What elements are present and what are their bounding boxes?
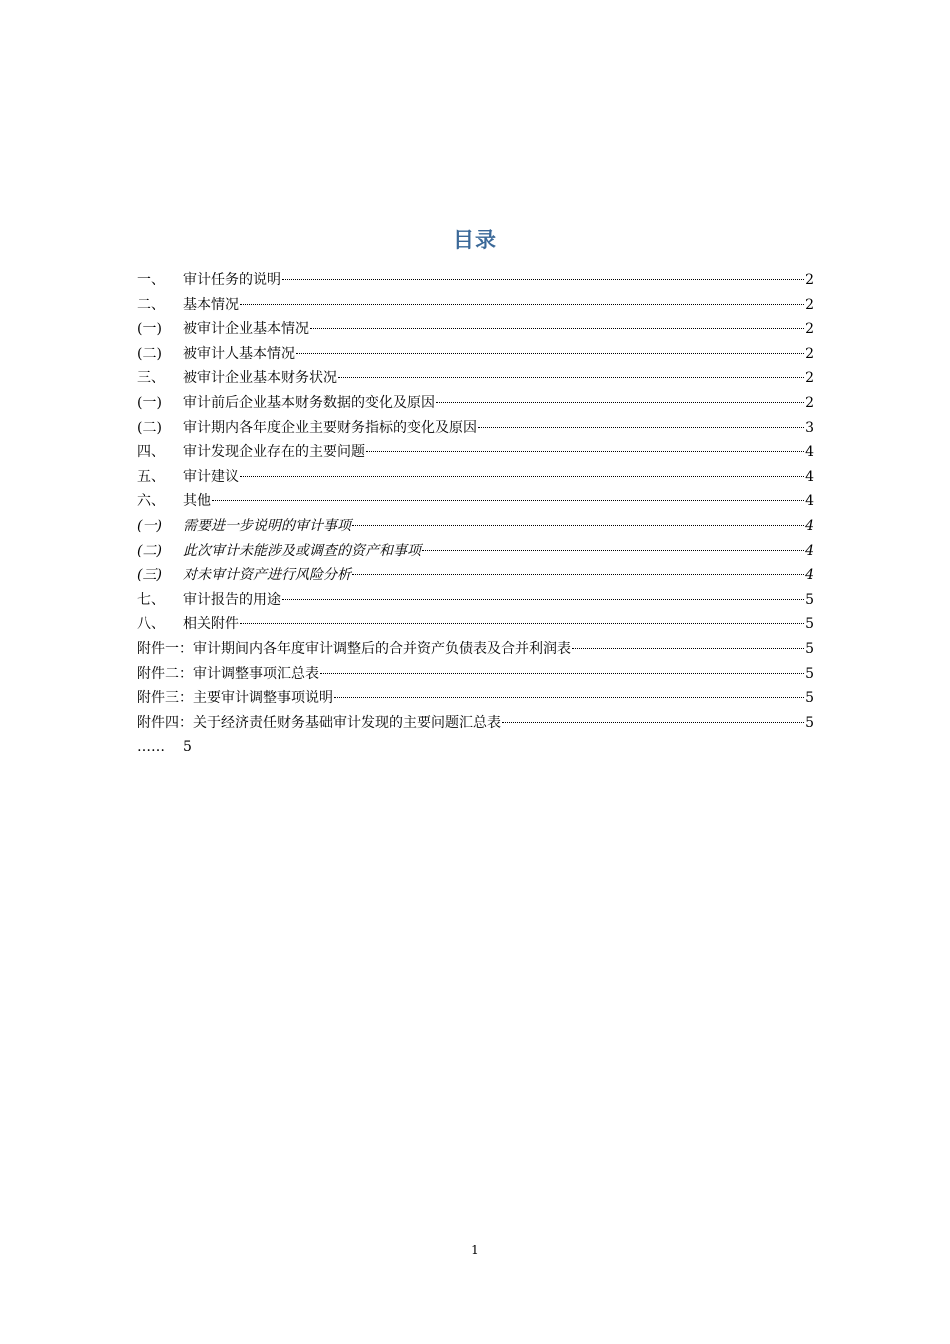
toc-entry-page: 3 (805, 419, 814, 436)
toc-entry-number: (一) (137, 517, 162, 534)
toc-entry-text: 审计前后企业基本财务数据的变化及原因 (183, 394, 435, 411)
toc-dot-leader (240, 462, 804, 477)
toc-dot-leader (282, 585, 804, 600)
toc-entry-page: 2 (805, 370, 814, 387)
toc-entry-page: 4 (805, 493, 814, 510)
toc-entry-page: 4 (805, 567, 814, 584)
toc-entry-text: 对未审计资产进行风险分析 (183, 567, 351, 584)
toc-entry-page: 5 (805, 591, 814, 608)
toc-entry-text: 基本情况 (183, 296, 239, 313)
toc-entry-text: 此次审计未能涉及或调查的资产和事项 (183, 542, 421, 559)
toc-entry-number: (二) (137, 542, 162, 559)
toc-entry-page: 4 (805, 444, 814, 461)
page-title: 目录 (453, 228, 497, 252)
toc-entry-page: 4 (805, 468, 814, 485)
toc-entry-number: (二) (137, 345, 162, 362)
toc-dot-leader (320, 659, 804, 674)
toc-entry-page: 4 (805, 517, 814, 534)
toc-entry-text: 被审计企业基本财务状况 (183, 370, 337, 387)
toc-entry-page: 2 (805, 272, 814, 288)
toc-entry-number: (一) (137, 394, 162, 411)
toc-dot-leader (240, 609, 804, 624)
toc-dot-leader (352, 560, 804, 575)
toc-entry-text: 其他 (183, 493, 211, 510)
toc-entry-number: 二、 (137, 296, 165, 313)
table-of-contents (137, 268, 814, 760)
toc-entry-text: 附件一：审计期间内各年度审计调整后的合并资产负债表及合并利润表 (137, 640, 571, 657)
toc-entry-number: 三、 (137, 370, 165, 387)
toc-entry-page: 2 (805, 394, 814, 411)
toc-entry-page: 5 (183, 739, 192, 756)
toc-entry-page: 5 (805, 616, 814, 633)
toc-entry-page: 2 (805, 296, 814, 313)
toc-entry[interactable] (137, 711, 814, 736)
toc-dot-leader (436, 388, 804, 403)
toc-entry-text: 附件三：主要审计调整事项说明 (137, 690, 333, 707)
toc-entry-page: 5 (805, 714, 814, 731)
toc-dot-leader (352, 511, 804, 526)
toc-entry-text: 审计任务的说明 (183, 272, 281, 288)
toc-entry-number: …… (137, 739, 165, 756)
toc-entry-number: 五、 (137, 468, 165, 485)
toc-dot-leader (212, 486, 804, 501)
page-number: 1 (471, 1243, 479, 1257)
toc-entry-number: 六、 (137, 493, 165, 510)
toc-entry-number: (三) (137, 567, 162, 584)
toc-entry-number: (一) (137, 321, 162, 338)
toc-entry-text: 审计期内各年度企业主要财务指标的变化及原因 (183, 419, 477, 436)
toc-entry-page: 5 (805, 640, 814, 657)
toc-entry-page: 2 (805, 345, 814, 362)
toc-dot-leader (282, 265, 804, 280)
toc-entry-text: 被审计企业基本情况 (183, 321, 309, 338)
toc-dot-leader (296, 339, 804, 354)
toc-dot-leader (478, 413, 804, 428)
toc-entry-text: 需要进一步说明的审计事项 (183, 517, 351, 534)
toc-dot-leader (240, 290, 804, 305)
toc-entry-page: 5 (805, 690, 814, 707)
toc-entry-ellipsis[interactable] (137, 735, 814, 760)
toc-entry-number: 七、 (137, 591, 165, 608)
toc-entry-text: 附件二：审计调整事项汇总表 (137, 665, 319, 682)
toc-dot-leader (338, 363, 804, 378)
toc-entry-page: 2 (805, 321, 814, 338)
toc-dot-leader (334, 683, 804, 698)
toc-dot-leader (366, 437, 804, 452)
toc-dot-leader (310, 314, 804, 329)
toc-entry-number: 一、 (137, 272, 165, 288)
toc-entry-number: 四、 (137, 444, 165, 461)
toc-entry-page: 5 (805, 665, 814, 682)
toc-entry-page: 4 (805, 542, 814, 559)
toc-entry-text: 被审计人基本情况 (183, 345, 295, 362)
toc-dot-leader (502, 708, 804, 723)
toc-entry-text: 相关附件 (183, 616, 239, 633)
toc-entry-text: 附件四：关于经济责任财务基础审计发现的主要问题汇总表 (137, 714, 501, 731)
toc-entry-text: 审计发现企业存在的主要问题 (183, 444, 365, 461)
toc-entry-number: (二) (137, 419, 162, 436)
toc-dot-leader (572, 634, 804, 649)
toc-dot-leader (422, 536, 804, 551)
toc-entry-text: 审计报告的用途 (183, 591, 281, 608)
toc-entry-number: 八、 (137, 616, 165, 633)
toc-entry-text: 审计建议 (183, 468, 239, 485)
